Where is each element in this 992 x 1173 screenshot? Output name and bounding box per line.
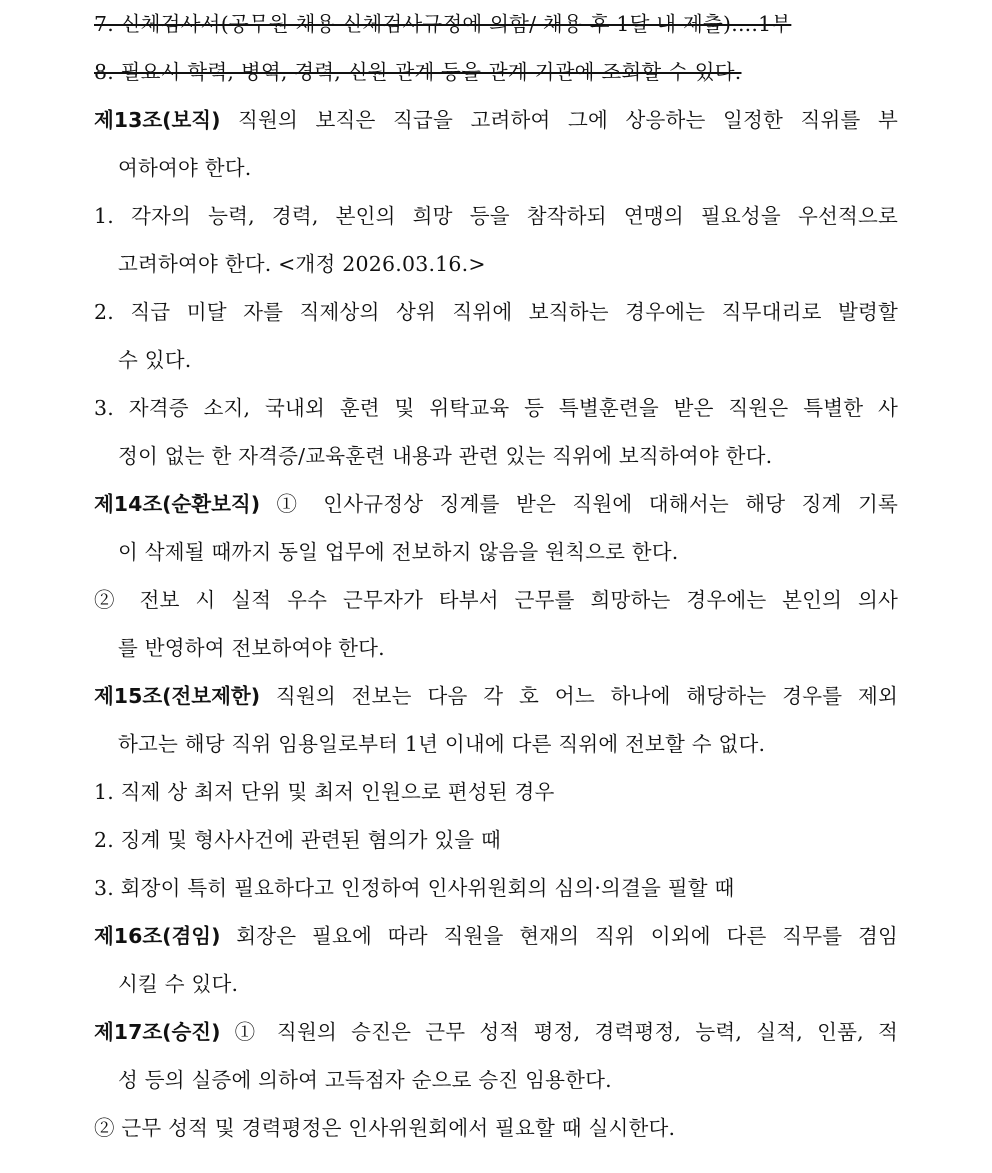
line-text: ② 전보 시 실적 우수 근무자가 타부서 근무를 희망하는 경우에는 본인의 의사 [94,588,898,612]
article-13-item-3 [94,394,898,422]
article-16-first-line [94,922,898,950]
article-13-heading: 제13조(보직) [94,108,221,132]
line-text: 3. 회장이 특히 필요하다고 인정하여 인사위원회의 심의·의결을 필할 때 [94,876,735,900]
line-text: 2. 직급 미달 자를 직제상의 상위 직위에 보직하는 경우에는 직무대리로 발령할 [94,300,898,324]
article-15-heading: 제15조(전보제한) [94,684,261,708]
line-text: 8. 필요시 학력, 병역, 경력, 신원 관계 등을 관계 기관에 조회할 수 있다. [94,60,742,84]
item-7-struck [94,10,898,38]
line-text: ② 근무 성적 및 경력평정은 인사위원회에서 필요할 때 실시한다. [94,1116,676,1140]
article-13-item-1 [94,202,898,230]
line-text: 직원의 보직은 직급을 고려하여 그에 상응하는 일정한 직위를 부 [220,108,898,132]
article-13-item-3-continuation [118,442,898,470]
article-17-heading: 제17조(승진) [94,1020,221,1044]
line-text: 3. 자격증 소지, 국내외 훈련 및 위탁교육 등 특별훈련을 받은 직원은 특별한 사 [94,396,898,420]
line-text: 7. 신체검사서(공무원 채용 신체검사규정에 의함/ 채용 후 1달 내 제출)....1부 [94,12,792,36]
article-16-heading: 제16조(겸임) [94,924,221,948]
item-8-struck [94,58,898,86]
line-text: 직원의 전보는 다음 각 호 어느 하나에 해당하는 경우를 제외 [260,684,898,708]
line-text: 하고는 해당 직위 임용일로부터 1년 이내에 다른 직위에 전보할 수 없다. [118,732,766,756]
article-13-continuation [118,154,898,182]
article-17-clause-2 [94,1114,898,1142]
line-text: 1. 직제 상 최저 단위 및 최저 인원으로 편성된 경우 [94,780,555,804]
article-15-first-line [94,682,898,710]
article-13-item-2-continuation [118,346,898,374]
line-text: 성 등의 실증에 의하여 고득점자 순으로 승진 임용한다. [118,1068,612,1092]
article-14-first-line [94,490,898,518]
line-text: 이 삭제될 때까지 동일 업무에 전보하지 않음을 원칙으로 한다. [118,540,679,564]
article-15-continuation [118,730,898,758]
line-text: 여하여야 한다. [118,156,252,180]
line-text: ① 인사규정상 징계를 받은 직원에 대해서는 해당 징계 기록 [260,492,898,516]
article-16-continuation [118,970,898,998]
line-text: 2. 징계 및 형사사건에 관련된 혐의가 있을 때 [94,828,502,852]
line-text: 고려하여야 한다. <개정 2026.03.16.> [118,252,486,276]
article-15-item-3 [94,874,898,902]
line-text: ① 직원의 승진은 근무 성적 평정, 경력평정, 능력, 실적, 인품, 적 [220,1020,898,1044]
article-14-clause-2 [94,586,898,614]
line-text: 수 있다. [118,348,192,372]
article-13-item-2 [94,298,898,326]
article-17-first-line [94,1018,898,1046]
line-text: 1. 각자의 능력, 경력, 본인의 희망 등을 참작하되 연맹의 필요성을 우선적으로 [94,204,898,228]
article-17-continuation [118,1066,898,1094]
line-text: 회장은 필요에 따라 직원을 현재의 직위 이외에 다른 직무를 겸임 [220,924,898,948]
article-14-heading: 제14조(순환보직) [94,492,261,516]
line-text: 시킬 수 있다. [118,972,239,996]
article-14-continuation [118,538,898,566]
article-15-item-2 [94,826,898,854]
line-text: 를 반영하여 전보하여야 한다. [118,636,385,660]
article-15-item-1 [94,778,898,806]
article-13-item-1-continuation [118,250,898,278]
article-14-clause-2-continuation [118,634,898,662]
line-text: 정이 없는 한 자격증/교육훈련 내용과 관련 있는 직위에 보직하여야 한다. [118,444,773,468]
article-13-first-line [94,106,898,134]
